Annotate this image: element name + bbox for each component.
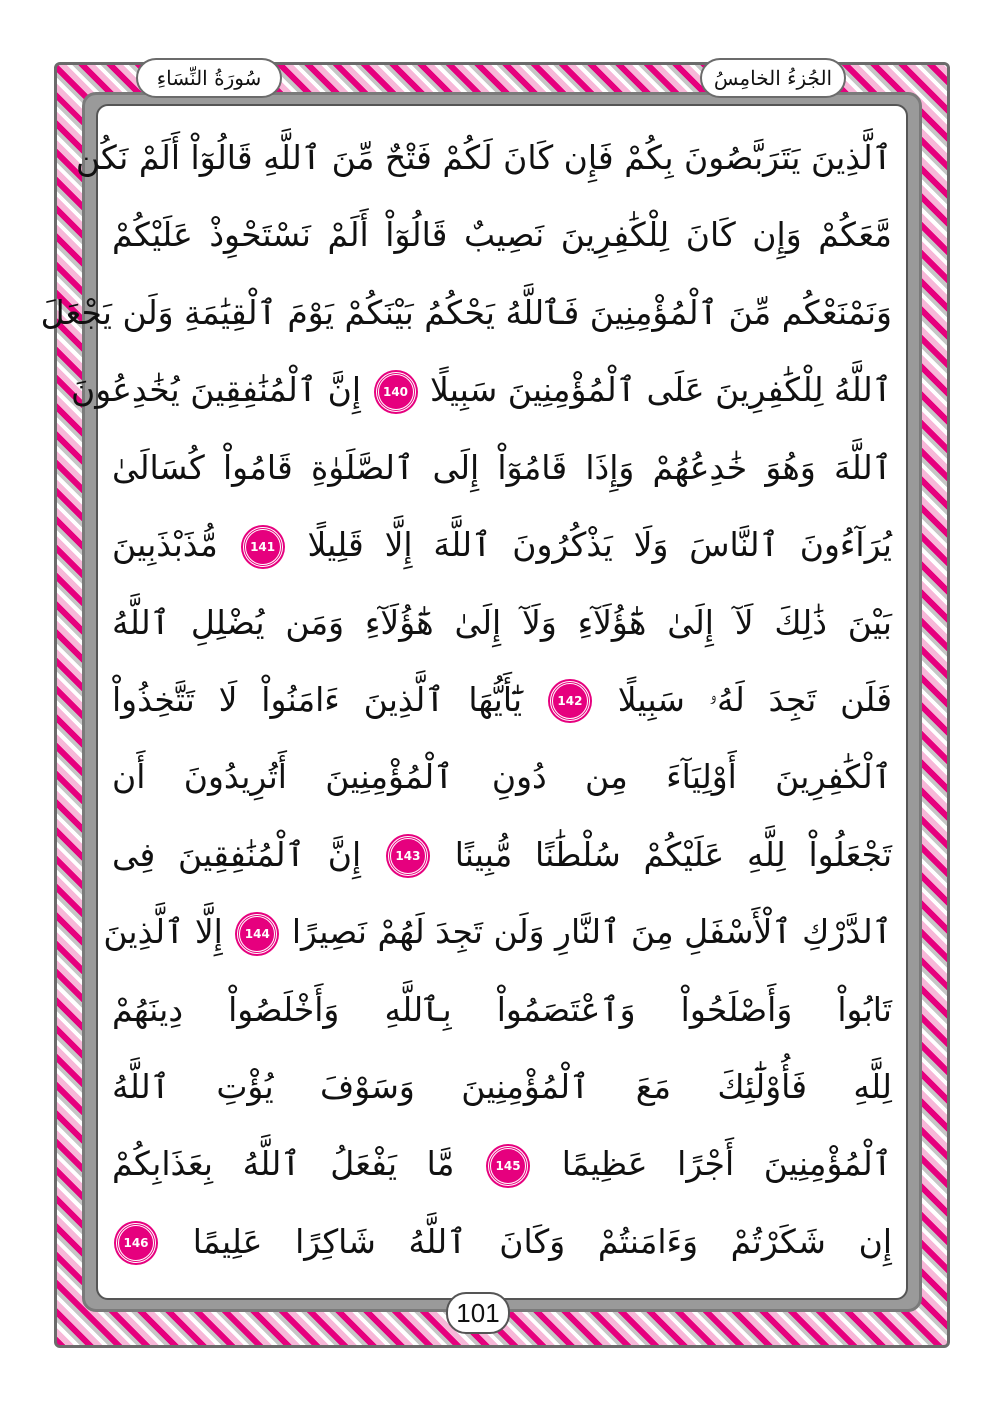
verse-line-13 xyxy=(112,1051,892,1123)
line-text: ٱللَّهَ وَهُوَ خَٰدِعُهُمْ وَإِذَا قَامُوٓاْ إِلَى ٱلصَّلَوٰةِ قَامُواْ كُسَالَىٰ xyxy=(112,447,892,487)
verse-line-10 xyxy=(112,819,892,891)
verse-line-3 xyxy=(40,277,892,349)
line-text: ٱلْمُؤْمِنِينَ أَجْرًا عَظِيمًا xyxy=(561,1144,892,1184)
ayah-number-marker: 140 xyxy=(376,372,416,412)
verse-line-14 xyxy=(112,1128,892,1200)
verse-line-6 xyxy=(112,509,892,581)
line-text: فَلَن تَجِدَ لَهُۥ سَبِيلًا xyxy=(617,679,892,719)
ayah-number-marker: 145 xyxy=(488,1146,528,1186)
ayah-number-marker: 143 xyxy=(388,836,428,876)
line-text: بَيْنَ ذَٰلِكَ لَآ إِلَىٰ هَٰٓؤُلَآءِ وَلَآ إِلَىٰ هَٰٓؤُلَآءِ وَمَن يُضْلِلِ ٱللَّهُ xyxy=(112,602,892,642)
ayah-number-marker: 144 xyxy=(237,914,277,954)
ayah-number-marker: 146 xyxy=(116,1223,156,1263)
ayah-number-marker: 141 xyxy=(243,527,283,567)
line-text-after: إِنَّ ٱلْمُنَٰفِقِينَ يُخَٰدِعُونَ xyxy=(70,370,362,410)
verse-line-1 xyxy=(75,122,892,194)
line-text: إِن شَكَرْتُمْ وَءَامَنتُمْ وَكَانَ ٱللَّهُ شَاكِرًا عَلِيمًا xyxy=(192,1221,892,1261)
line-text: لِلَّهِ فَأُوْلَٰٓئِكَ مَعَ ٱلْمُؤْمِنِينَ وَسَوْفَ يُؤْتِ ٱللَّهُ xyxy=(112,1067,892,1107)
line-text-after: مُّذَبْذَبِينَ xyxy=(112,525,218,565)
page-number: 101 xyxy=(446,1292,510,1334)
line-text-after: إِلَّا ٱلَّذِينَ xyxy=(103,912,223,952)
verse-line-11 xyxy=(103,896,892,968)
verse-lines xyxy=(40,112,893,1292)
line-text: مَّعَكُمْ وَإِن كَانَ لِلْكَٰفِرِينَ نَصِيبٌ قَالُوٓاْ أَلَمْ نَسْتَحْوِذْ عَلَيْكُمْ xyxy=(112,215,892,255)
line-text: تَجْعَلُواْ لِلَّهِ عَلَيْكُمْ سُلْطَٰنًا مُّبِينًا xyxy=(454,834,893,874)
line-text: ٱلَّذِينَ يَتَرَبَّصُونَ بِكُمْ فَإِن كَانَ لَكُمْ فَتْحٌ مِّنَ ٱللَّهِ قَالُوٓاْ أَلَمْ نَكُن xyxy=(75,138,892,177)
line-text: ٱلْكَٰفِرِينَ أَوْلِيَآءَ مِن دُونِ ٱلْمُؤْمِنِينَ أَتُرِيدُونَ أَن xyxy=(112,757,892,797)
verse-line-15 xyxy=(112,1206,892,1278)
ayah-number-marker: 142 xyxy=(550,681,590,721)
verse-line-9 xyxy=(112,741,892,813)
surah-label: سُورَةُ النِّسَاءِ xyxy=(136,58,282,98)
verse-line-8 xyxy=(112,664,892,736)
line-text: تَابُواْ وَأَصْلَحُواْ وَٱعْتَصَمُواْ بِٱللَّهِ وَأَخْلَصُواْ دِينَهُمْ xyxy=(112,989,892,1029)
line-text: ٱلدَّرْكِ ٱلْأَسْفَلِ مِنَ ٱلنَّارِ وَلَن تَجِدَ لَهُمْ نَصِيرًا xyxy=(291,912,892,952)
verse-line-7 xyxy=(112,587,892,659)
verse-line-4 xyxy=(70,354,892,426)
line-text: ٱللَّهُ لِلْكَٰفِرِينَ عَلَى ٱلْمُؤْمِنِينَ سَبِيلًا xyxy=(430,370,892,410)
verse-line-12 xyxy=(112,974,892,1046)
line-text-after: إِنَّ ٱلْمُنَٰفِقِينَ فِى xyxy=(112,834,362,874)
line-text: وَنَمْنَعْكُم مِّنَ ٱلْمُؤْمِنِينَ فَٱللَّهُ يَحْكُمُ بَيْنَكُمْ يَوْمَ ٱلْقِيَٰمَةِ وَلَن يَجْعَلَ xyxy=(40,292,892,332)
verse-line-5 xyxy=(112,432,892,504)
juz-label: الجُزءُ الخامِسُ xyxy=(700,58,846,98)
line-text: يُرَآءُونَ ٱلنَّاسَ وَلَا يَذْكُرُونَ ٱللَّهَ إِلَّا قَلِيلًا xyxy=(307,525,892,565)
line-text-after: يَٰٓأَيُّهَا ٱلَّذِينَ ءَامَنُواْ لَا تَتَّخِذُواْ xyxy=(112,679,523,719)
verse-line-2 xyxy=(112,199,892,271)
line-text-after: مَّا يَفْعَلُ ٱللَّهُ بِعَذَابِكُمْ xyxy=(112,1144,455,1184)
